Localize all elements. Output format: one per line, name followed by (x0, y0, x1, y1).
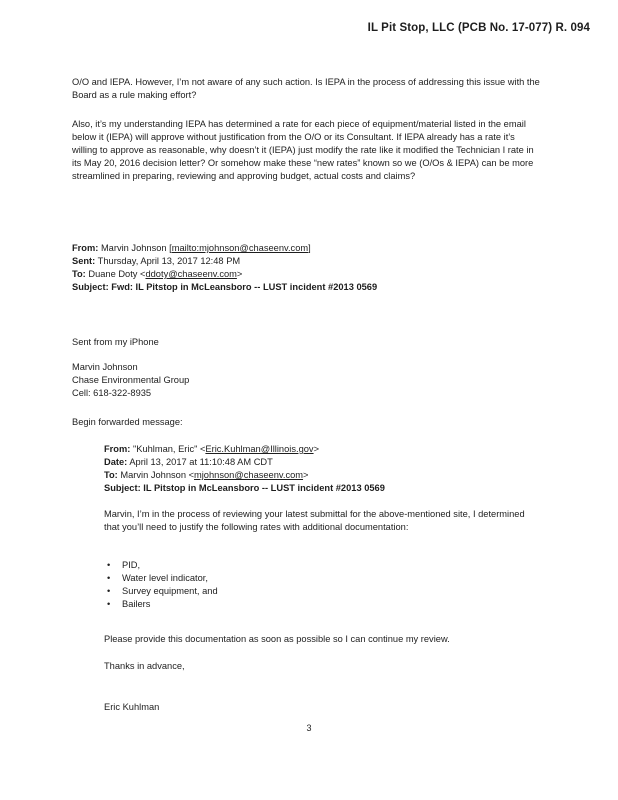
fwd-to-line (104, 469, 534, 482)
thanks-text: Thanks in advance, (104, 661, 185, 671)
list-item (104, 585, 534, 598)
signature-block (72, 361, 542, 400)
signature-cell: Cell: 618-322-8935 (72, 388, 152, 398)
list-item (104, 559, 534, 572)
fwd-date-line (104, 456, 534, 469)
email-header (72, 242, 542, 294)
list-item-text: PID, (122, 560, 141, 570)
from-tail: ] (308, 243, 311, 253)
fwd-from-email-link[interactable]: Eric.Kuhlman@Illinois.gov (205, 444, 314, 454)
email-to-line (72, 268, 542, 281)
forwarded-paragraph-2: Please provide this documentation as soon as possible so I can continue my review. (104, 634, 450, 644)
rates-bullet-list (104, 559, 534, 611)
fwd-subject-value: IL Pitstop in McLeansboro -- LUST incident #2013 0569 (143, 483, 385, 493)
from-value: Marvin Johnson [ (100, 243, 172, 253)
bullet-icon: • (107, 586, 111, 596)
forwarded-paragraph-1: Marvin, I’m in the process of reviewing your latest submittal for the above-mentioned site, I determined that you’ll need to justify the following rates with additional documentation: (104, 509, 525, 532)
fwd-date-value: April 13, 2017 at 11:10:48 AM CDT (129, 457, 273, 467)
begin-forwarded-text: Begin forwarded message: (72, 417, 183, 427)
signature-company: Chase Environmental Group (72, 375, 190, 385)
sent-from-text: Sent from my iPhone (72, 337, 159, 347)
to-tail: > (236, 269, 243, 279)
signature-name: Marvin Johnson (72, 362, 138, 372)
sender-name: Eric Kuhlman (104, 702, 160, 712)
fwd-to-label: To: (104, 470, 118, 480)
sent-value: Thursday, April 13, 2017 12:48 PM (97, 256, 241, 266)
paragraph-1: O/O and IEPA. However, I’m not aware of any such action. Is IEPA in the process of addressing this issue with the Board as a rule making effort? (72, 77, 540, 100)
fwd-to-email-link[interactable]: mjohnson@chaseenv.com (194, 470, 304, 480)
fwd-from-value: "Kuhlman, Eric" < (132, 444, 206, 454)
page-stamp: IL Pit Stop, LLC (PCB No. 17-077) R. 094 (367, 22, 590, 34)
subject-label: Subject: (72, 282, 109, 292)
fwd-subject-line (104, 482, 534, 495)
from-label: From: (72, 243, 99, 253)
list-item-text: Survey equipment, and (122, 586, 218, 596)
email-from-line (72, 242, 542, 255)
subject-value: Fwd: IL Pitstop in McLeansboro -- LUST incident #2013 0569 (111, 282, 378, 292)
bullet-icon: • (107, 573, 111, 583)
fwd-from-label: From: (104, 444, 131, 454)
from-email-link[interactable]: mailto:mjohnson@chaseenv.com (171, 243, 309, 253)
fwd-subject-label: Subject: (104, 483, 141, 493)
fwd-to-tail: > (303, 470, 309, 480)
fwd-from-tail: > (313, 444, 319, 454)
list-item (104, 598, 534, 611)
fwd-from-line (104, 443, 534, 456)
bullet-icon: • (107, 599, 111, 609)
forwarded-header (104, 443, 534, 495)
list-item-text: Water level indicator, (122, 573, 208, 583)
list-item (104, 572, 534, 585)
fwd-date-label: Date: (104, 457, 128, 467)
email-sent-line (72, 255, 542, 268)
page-number: 3 (306, 723, 312, 733)
sent-label: Sent: (72, 256, 96, 266)
paragraph-2: Also, it’s my understanding IEPA has determined a rate for each piece of equipment/material listed in the email below it (IEPA) will approve without justification from the O/O or its Consultant. If IEPA already has a rate it’s willing to approve as reasonable, why doesn’t it (IEPA) just modify the rate like it modified the Technician I rate in its May 20, 2016 decision letter? Or somehow make these “new rates” known so we (O/Os & IEPA) can be more streamlined in preparing, reviewing and approving budget, actual costs and claims? (72, 119, 534, 181)
list-item-text: Bailers (122, 599, 151, 609)
bullet-icon: • (107, 560, 111, 570)
email-subject-line (72, 281, 542, 294)
to-email-link[interactable]: ddoty@chaseenv.com (145, 269, 237, 279)
to-label: To: (72, 269, 86, 279)
fwd-to-value: Marvin Johnson < (120, 470, 194, 480)
to-value: Duane Doty < (88, 269, 146, 279)
